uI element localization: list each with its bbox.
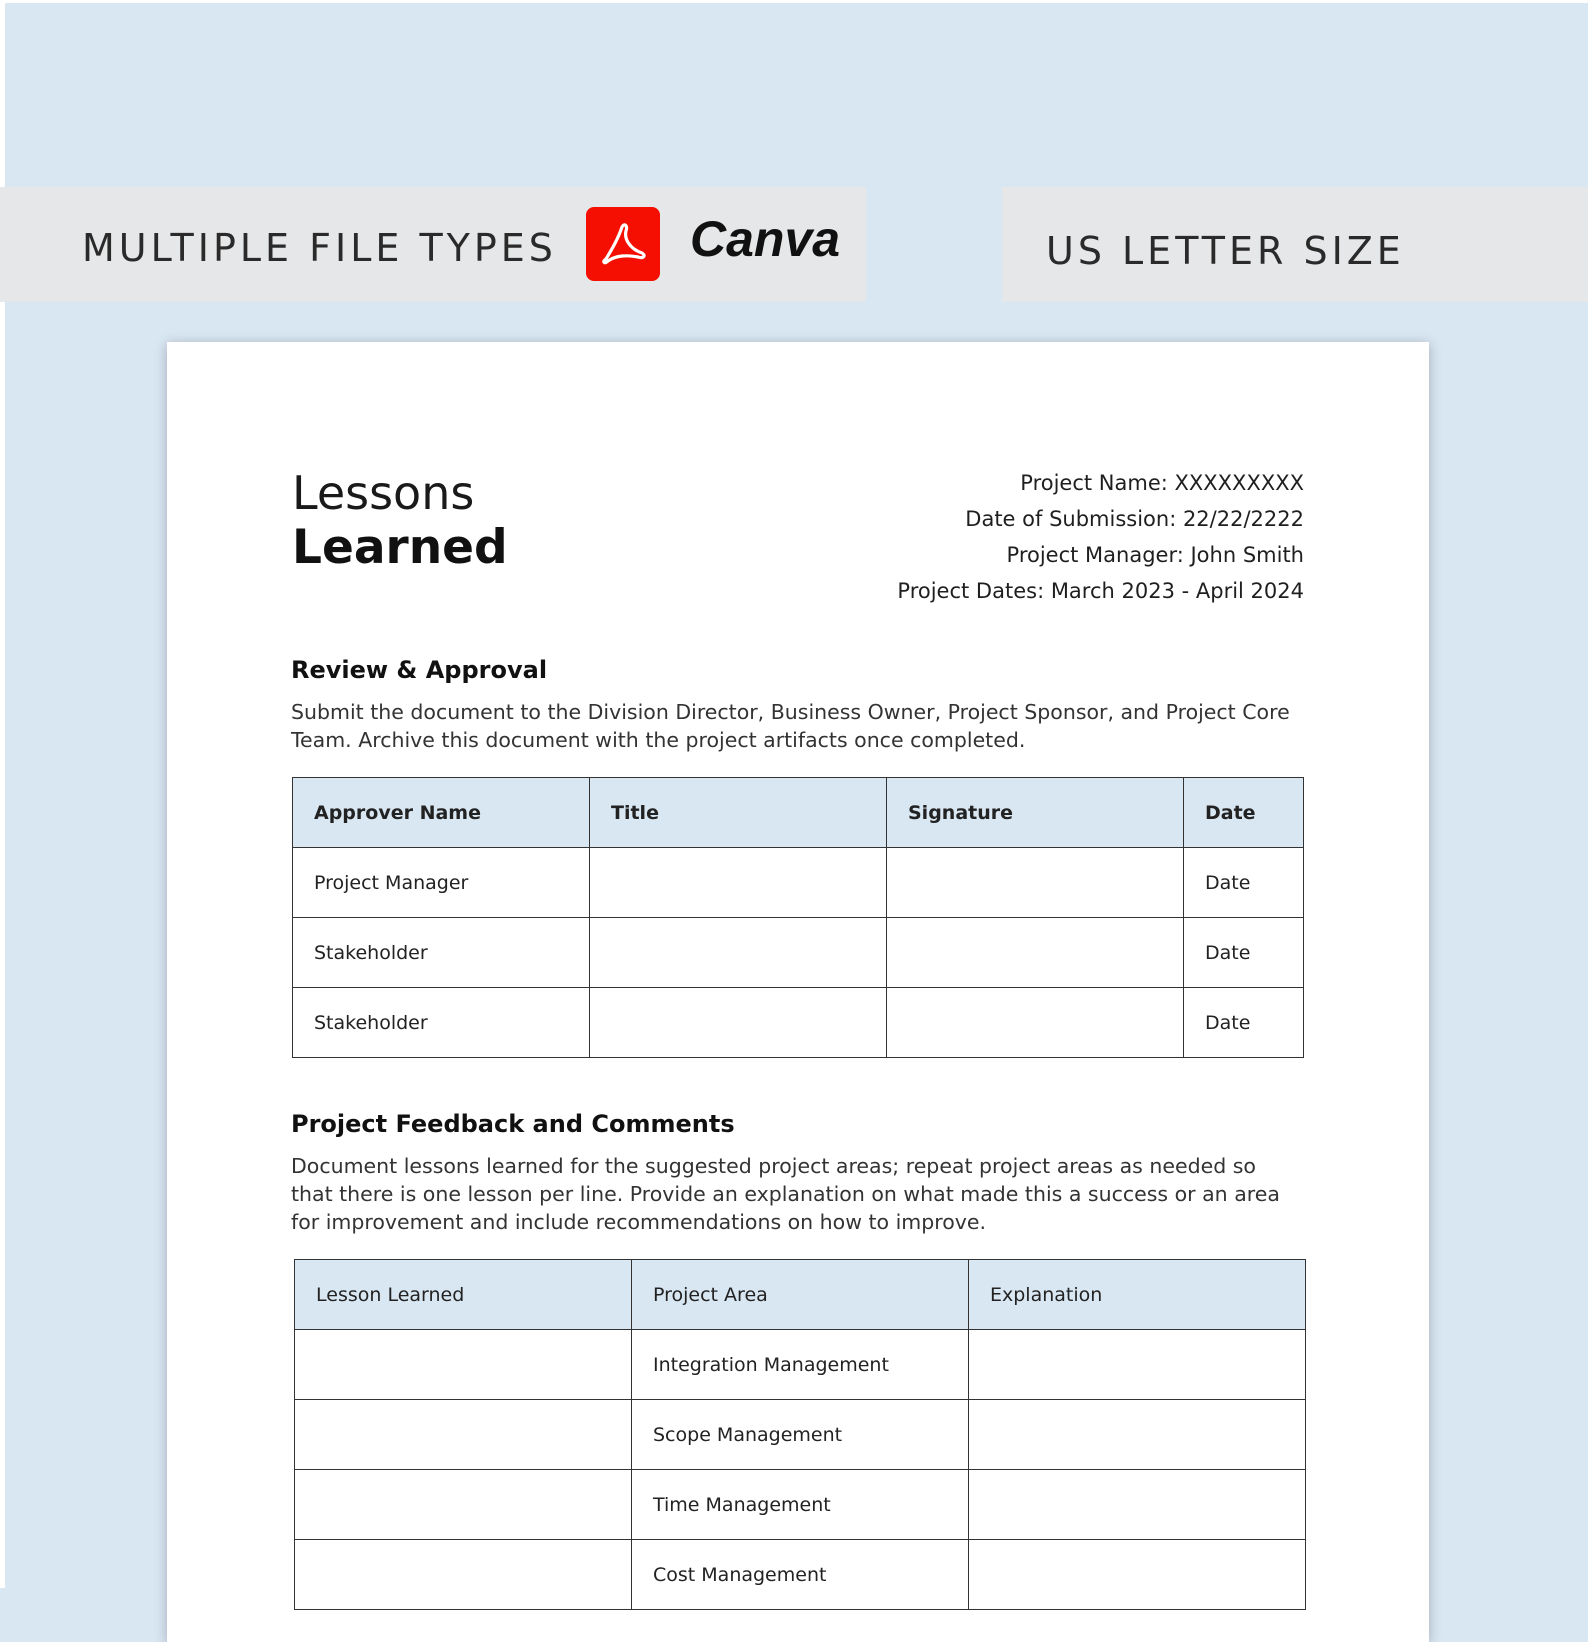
signature-cell[interactable] xyxy=(887,848,1184,918)
project-dates: Project Dates: March 2023 - April 2024 xyxy=(897,579,1304,603)
lessons-table xyxy=(294,1259,1306,1610)
date-of-submission: Date of Submission: 22/22/2222 xyxy=(965,507,1304,531)
project-meta xyxy=(897,465,1304,609)
file-types-label: MULTIPLE FILE TYPES xyxy=(82,226,557,270)
top-edge xyxy=(0,0,1588,3)
col-approver-name: Approver Name xyxy=(293,778,590,848)
table-row xyxy=(295,1330,1306,1400)
project-area-cell: Integration Management xyxy=(632,1330,969,1400)
project-area-cell: Time Management xyxy=(632,1470,969,1540)
canva-logo: Canva xyxy=(690,211,841,267)
acrobat-pdf-icon xyxy=(586,207,660,281)
approver-name-cell: Stakeholder xyxy=(293,988,590,1058)
approver-name-cell: Project Manager xyxy=(293,848,590,918)
project-area-cell: Cost Management xyxy=(632,1540,969,1610)
date-cell: Date xyxy=(1184,848,1304,918)
title-cell[interactable] xyxy=(590,848,887,918)
explanation-cell[interactable] xyxy=(969,1330,1306,1400)
feedback-description: Document lessons learned for the suggested project areas; repeat project areas as needed so that there is one lesson per line. Provide an explanation on what made this a success or an area for improvement and include recommendations on how to improve. xyxy=(291,1154,1280,1234)
lessons-header-row xyxy=(295,1260,1306,1330)
col-explanation: Explanation xyxy=(969,1260,1306,1330)
col-date: Date xyxy=(1184,778,1304,848)
explanation-cell[interactable] xyxy=(969,1540,1306,1610)
feedback-heading: Project Feedback and Comments xyxy=(291,1110,735,1138)
title-cell[interactable] xyxy=(590,918,887,988)
letter-size-label: US LETTER SIZE xyxy=(1046,229,1405,273)
approver-name-cell: Stakeholder xyxy=(293,918,590,988)
signature-cell[interactable] xyxy=(887,988,1184,1058)
date-cell: Date xyxy=(1184,918,1304,988)
title-line-1: Lessons xyxy=(292,466,475,520)
project-area-cell: Scope Management xyxy=(632,1400,969,1470)
lesson-cell[interactable] xyxy=(295,1540,632,1610)
title-line-2: Learned xyxy=(292,520,508,575)
col-lesson-learned: Lesson Learned xyxy=(295,1260,632,1330)
table-row xyxy=(295,1400,1306,1470)
signature-cell[interactable] xyxy=(887,918,1184,988)
project-name: Project Name: XXXXXXXXX xyxy=(1020,471,1304,495)
project-manager: Project Manager: John Smith xyxy=(1006,543,1304,567)
col-signature: Signature xyxy=(887,778,1184,848)
table-row xyxy=(295,1470,1306,1540)
table-row xyxy=(293,848,1304,918)
lesson-cell[interactable] xyxy=(295,1470,632,1540)
col-project-area: Project Area xyxy=(632,1260,969,1330)
review-description: Submit the document to the Division Director, Business Owner, Project Sponsor, and Project Core Team. Archive this document with the project artifacts once completed. xyxy=(291,700,1290,752)
explanation-cell[interactable] xyxy=(969,1470,1306,1540)
approval-header-row xyxy=(293,778,1304,848)
table-row xyxy=(293,918,1304,988)
lesson-cell[interactable] xyxy=(295,1330,632,1400)
approval-table xyxy=(292,777,1304,1058)
explanation-cell[interactable] xyxy=(969,1400,1306,1470)
review-heading: Review & Approval xyxy=(291,656,548,684)
lesson-cell[interactable] xyxy=(295,1400,632,1470)
title-cell[interactable] xyxy=(590,988,887,1058)
table-row xyxy=(295,1540,1306,1610)
date-cell: Date xyxy=(1184,988,1304,1058)
table-row xyxy=(293,988,1304,1058)
col-title: Title xyxy=(590,778,887,848)
